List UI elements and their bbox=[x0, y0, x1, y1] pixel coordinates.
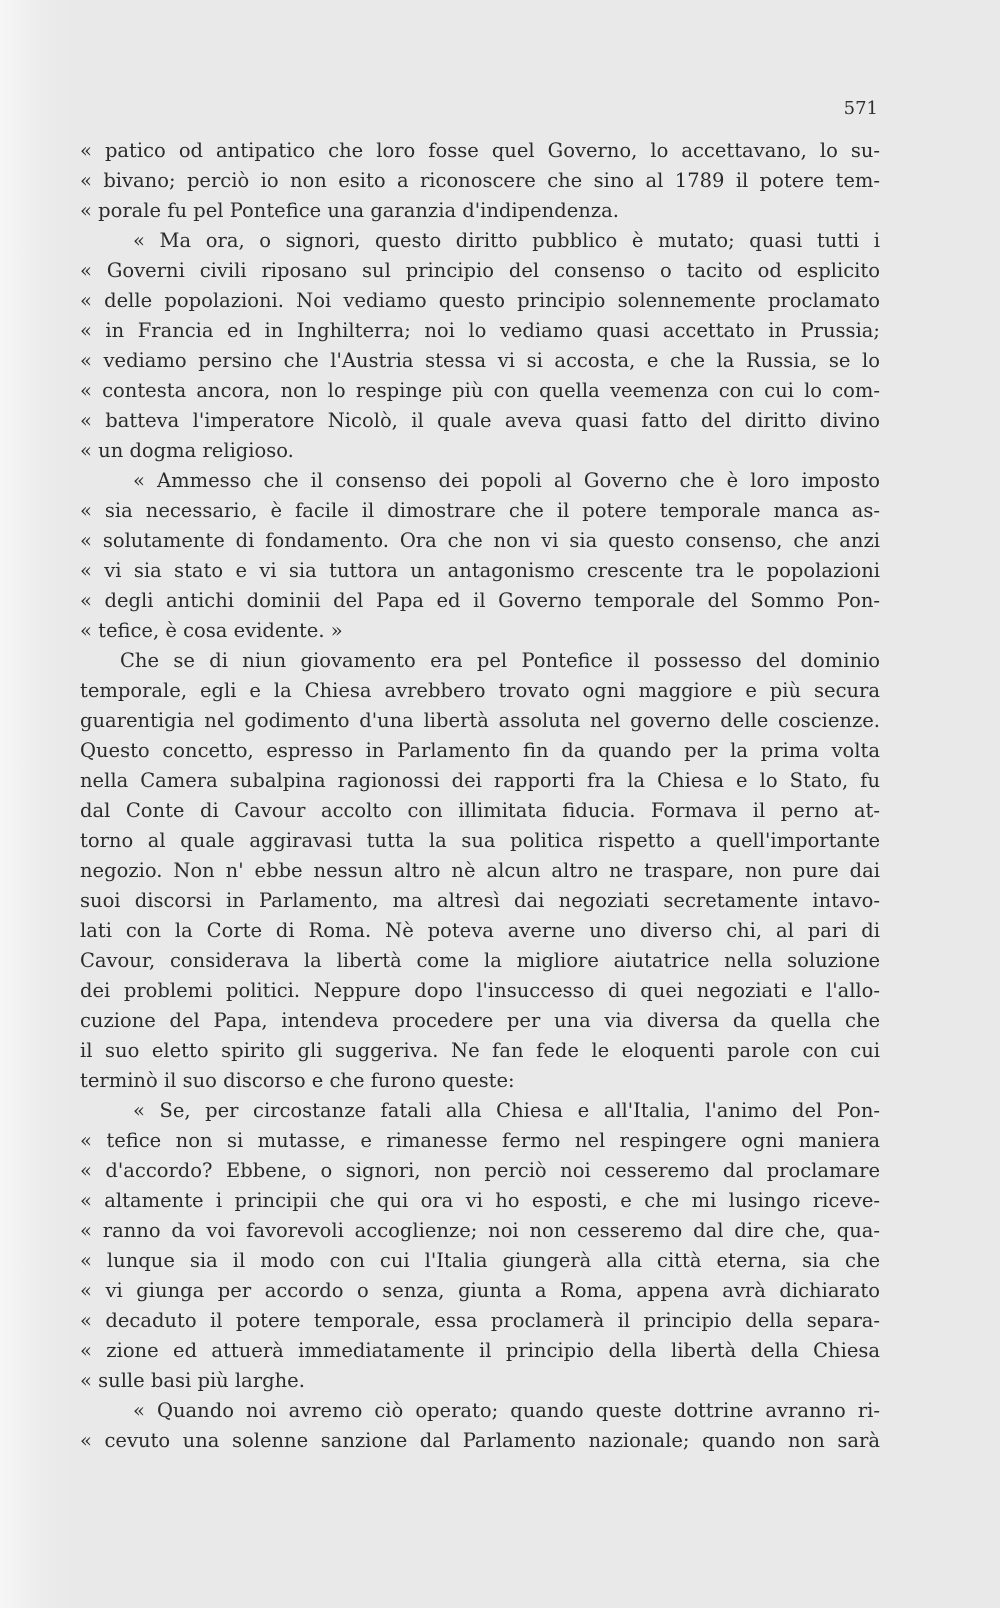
text-line: terminò il suo discorso e che furono queste: bbox=[80, 1069, 515, 1092]
text-line: « tefice non si mutasse, e rimanesse fermo nel respingere ogni maniera bbox=[80, 1129, 880, 1152]
text-line: « delle popolazioni. Noi vediamo questo principio solennemente proclamato bbox=[80, 289, 880, 312]
text-line: « Governi civili riposano sul principio del consenso o tacito od esplicito bbox=[80, 259, 880, 282]
text-line: « vi sia stato e vi sia tuttora un antagonismo crescente tra le popolazioni bbox=[80, 559, 880, 582]
text-line: « vediamo persino che l'Austria stessa vi si accosta, e che la Russia, se lo bbox=[80, 349, 880, 372]
page-edge-shadow bbox=[0, 0, 70, 1608]
text-line: Cavour, considerava la libertà come la migliore aiutatrice nella soluzione bbox=[80, 949, 880, 972]
text-line: « solutamente di fondamento. Ora che non vi sia questo consenso, che anzi bbox=[80, 529, 880, 552]
text-line: « decaduto il potere temporale, essa proclamerà il principio della separa- bbox=[80, 1309, 880, 1332]
text-line: « vi giunga per accordo o senza, giunta a Roma, appena avrà dichiarato bbox=[80, 1279, 880, 1302]
text-line: « d'accordo? Ebbene, o signori, non perciò noi cesseremo dal proclamare bbox=[80, 1159, 880, 1182]
text-line: torno al quale aggiravasi tutta la sua politica rispetto a quell'importante bbox=[80, 829, 880, 852]
text-line: cuzione del Papa, intendeva procedere per una via diversa da quella che bbox=[80, 1009, 880, 1032]
text-line: « batteva l'imperatore Nicolò, il quale aveva quasi fatto del diritto divino bbox=[80, 409, 880, 432]
text-line: « Ma ora, o signori, questo diritto pubblico è mutato; quasi tutti i bbox=[133, 229, 880, 252]
text-line: « patico od antipatico che loro fosse quel Governo, lo accettavano, lo su- bbox=[80, 139, 880, 162]
text-line: « degli antichi dominii del Papa ed il Governo temporale del Sommo Pon- bbox=[80, 589, 880, 612]
text-line: « zione ed attuerà immediatamente il principio della libertà della Chiesa bbox=[80, 1339, 880, 1362]
text-line: « bivano; perciò io non esito a riconoscere che sino al 1789 il potere tem- bbox=[80, 169, 880, 192]
text-line: « un dogma religioso. bbox=[80, 439, 294, 462]
text-line: nella Camera subalpina ragionossi dei rapporti fra la Chiesa e lo Stato, fu bbox=[80, 769, 880, 792]
text-line: « altamente i principii che qui ora vi ho esposti, e che mi lusingo riceve- bbox=[80, 1189, 880, 1212]
text-line: « sulle basi più larghe. bbox=[80, 1369, 305, 1392]
text-line: il suo eletto spirito gli suggeriva. Ne fan fede le eloquenti parole con cui bbox=[80, 1039, 880, 1062]
text-line: negozio. Non n' ebbe nessun altro nè alcun altro ne traspare, non pure dai bbox=[80, 859, 880, 882]
page-number: 571 bbox=[843, 98, 878, 119]
text-line: suoi discorsi in Parlamento, ma altresì dai negoziati secretamente intavo- bbox=[80, 889, 880, 912]
body-text bbox=[80, 136, 880, 1456]
text-line: temporale, egli e la Chiesa avrebbero trovato ogni maggiore e più secura bbox=[80, 679, 880, 702]
text-line: « ranno da voi favorevoli accoglienze; noi non cesseremo dal dire che, qua- bbox=[80, 1219, 880, 1242]
text-line: « lunque sia il modo con cui l'Italia giungerà alla città eterna, sia che bbox=[80, 1249, 880, 1272]
text-line: Questo concetto, espresso in Parlamento fin da quando per la prima volta bbox=[80, 739, 880, 762]
text-line: Che se di niun giovamento era pel Pontefice il possesso del dominio bbox=[120, 649, 880, 672]
text-line: « contesta ancora, non lo respinge più con quella veemenza con cui lo com- bbox=[80, 379, 880, 402]
text-line: lati con la Corte di Roma. Nè poteva averne uno diverso chi, al pari di bbox=[80, 919, 880, 942]
text-line: « Quando noi avremo ciò operato; quando queste dottrine avranno ri- bbox=[133, 1399, 880, 1422]
text-line: « Ammesso che il consenso dei popoli al Governo che è loro imposto bbox=[133, 469, 880, 492]
text-line: « in Francia ed in Inghilterra; noi lo vediamo quasi accettato in Prussia; bbox=[80, 319, 880, 342]
text-line: « Se, per circostanze fatali alla Chiesa e all'Italia, l'animo del Pon- bbox=[133, 1099, 880, 1122]
text-line: « sia necessario, è facile il dimostrare che il potere temporale manca as- bbox=[80, 499, 880, 522]
text-line: « porale fu pel Pontefice una garanzia d'indipendenza. bbox=[80, 199, 619, 222]
text-line: dal Conte di Cavour accolto con illimitata fiducia. Formava il perno at- bbox=[80, 799, 880, 822]
text-line: guarentigia nel godimento d'una libertà assoluta nel governo delle coscienze. bbox=[80, 709, 880, 732]
text-line: « tefice, è cosa evidente. » bbox=[80, 619, 343, 642]
text-line: dei problemi politici. Neppure dopo l'insuccesso di quei negoziati e l'allo- bbox=[80, 979, 880, 1002]
text-line: « cevuto una solenne sanzione dal Parlamento nazionale; quando non sarà bbox=[80, 1429, 880, 1452]
